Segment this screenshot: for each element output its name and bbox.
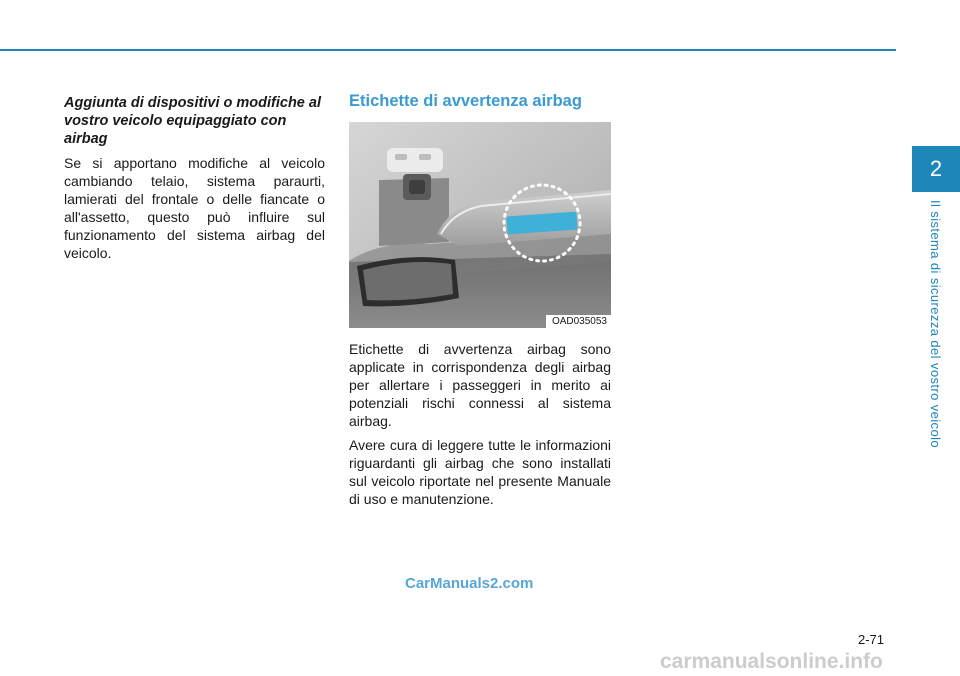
paragraph-labels-applied: Etichette di avvertenza airbag sono applicate in corrispondenza degli airbag per allertare i passeggeri in merito ai potenziali rischi connessi al sistema airbag. (349, 341, 611, 429)
watermark-carmanualsonline: carmanualsonline.info (660, 650, 883, 673)
page-number: 2-71 (858, 632, 885, 647)
paragraph-read-manual: Avere cura di leggere tutte le informazioni riguardanti gli airbag che sono installati sul veicolo riportate nel presente Manuale di uso e manutenzione. (349, 437, 611, 507)
header-rule (0, 49, 896, 51)
section-title-airbag-labels: Etichette di avvertenza airbag (349, 92, 582, 110)
sunvisor-photo (349, 122, 611, 328)
chapter-side-title: Il sistema di sicurezza del vostro veicolo (928, 200, 943, 449)
subheading-modifications: Aggiunta di dispositivi o modifiche al vostro veicolo equipaggiato con airbag (64, 95, 321, 147)
watermark-carmanuals2: CarManuals2.com (405, 575, 534, 592)
chapter-tab: 2 (912, 146, 960, 192)
left-column (64, 94, 325, 268)
figure-code: OAD035053 (546, 315, 611, 328)
figure-sunvisor-airbag-label (349, 122, 611, 328)
paragraph-modifications: Se si apportano modifiche al veicolo cambiando telaio, sistema paraurti, lamierati del frontale o delle fiancate o all'assetto, questo può influire sul funzionamento del sistema airbag del veicolo. (64, 155, 325, 261)
middle-column (349, 92, 611, 514)
